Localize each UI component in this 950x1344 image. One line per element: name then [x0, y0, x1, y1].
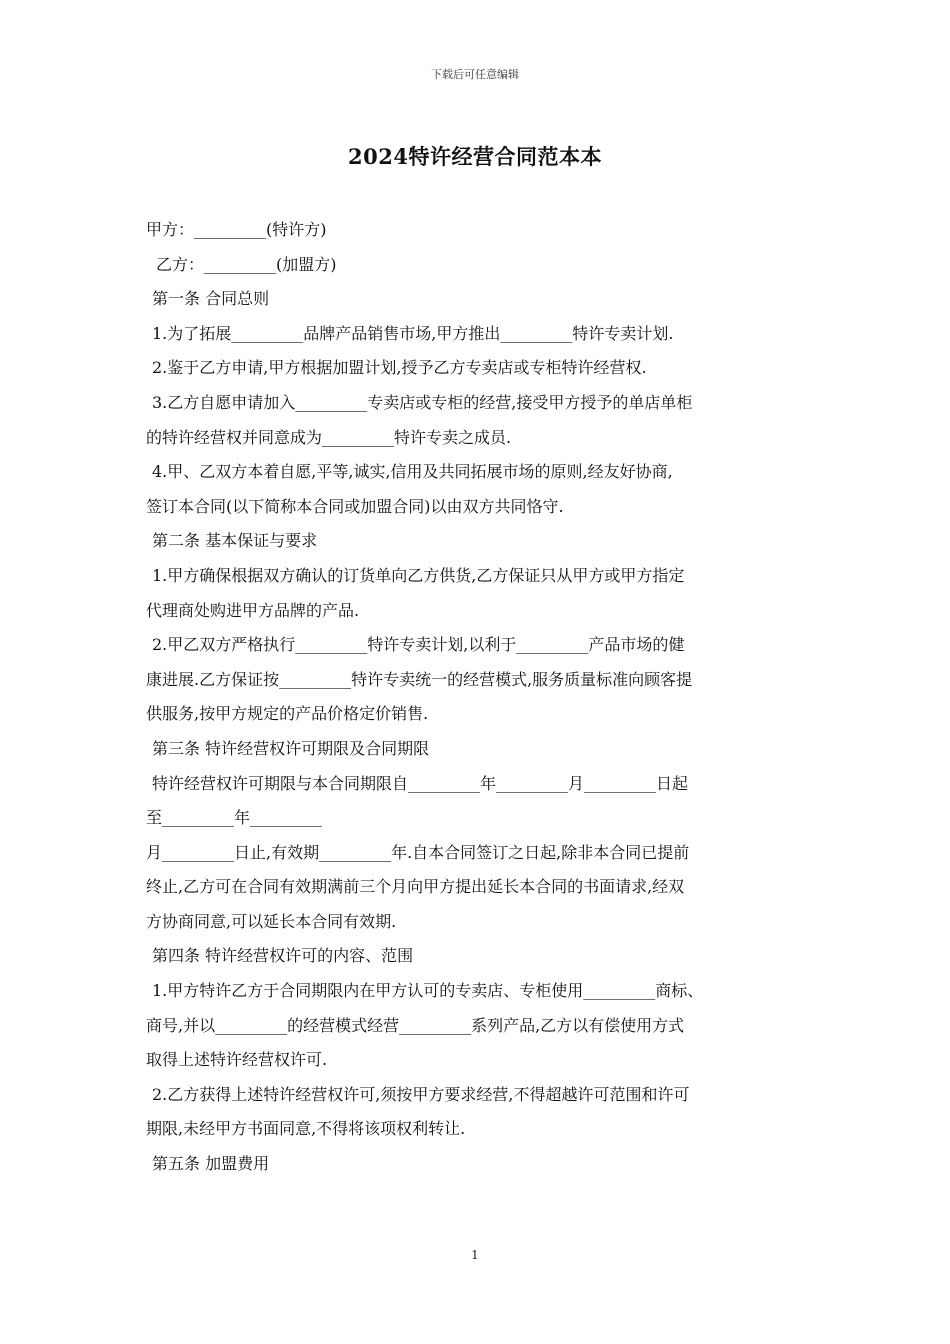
article-heading: 第三条 特许经营权许可期限及合同期限	[152, 738, 430, 758]
text-line: 1.甲方确保根据双方确认的订货单向乙方供货,乙方保证只从甲方或甲方指定	[152, 565, 685, 585]
article-heading: 第五条 加盟费用	[152, 1154, 270, 1174]
document-title: 2024特许经营合同范本本	[348, 144, 602, 169]
article-heading: 第四条 特许经营权许可的内容、范围	[152, 946, 414, 966]
page-number: 1	[471, 1248, 479, 1262]
text-line: 2.鉴于乙方申请,甲方根据加盟计划,授予乙方专卖店或专柜特许经营权.	[152, 358, 647, 378]
text-line: 至_________年_________	[146, 808, 323, 828]
text-line: 商号,并以_________的经营模式经营_________系列产品,乙方以有偿使用方式	[146, 1015, 685, 1035]
text-line: 终止,乙方可在合同有效期满前三个月向甲方提出延长本合同的书面请求,经双	[146, 877, 685, 897]
text-line: 期限,未经甲方书面同意,不得将该项权利转让.	[146, 1119, 466, 1139]
contract-body	[146, 213, 810, 1182]
text-line: 月_________日止,有效期_________年.自本合同签订之日起,除非本合同已提前	[146, 842, 690, 862]
text-line: 取得上述特许经营权许可.	[146, 1050, 328, 1070]
text-line: 2.甲乙双方严格执行_________特许专卖计划,以利于_________产品市场的健	[152, 635, 685, 655]
party-b-line: 乙方：_________(加盟方)	[156, 254, 337, 274]
text-line: 2.乙方获得上述特许经营权许可,须按甲方要求经营,不得超越许可范围和许可	[152, 1084, 690, 1104]
header-note: 下载后可任意编辑	[431, 68, 519, 81]
text-line: 康进展.乙方保证按_________特许专卖统一的经营模式,服务质量标准向顾客提	[146, 669, 693, 689]
text-line: 3.乙方自愿申请加入_________专卖店或专柜的经营,接受甲方授予的单店单柜	[152, 392, 693, 412]
text-line: 1.为了拓展_________品牌产品销售市场,甲方推出_________特许专卖计划.	[152, 323, 674, 343]
text-line: 的特许经营权并同意成为_________特许专卖之成员.	[146, 427, 512, 447]
text-line: 方协商同意,可以延长本合同有效期.	[146, 911, 397, 931]
text-line: 签订本合同(以下简称本合同或加盟合同)以由双方共同恪守.	[146, 496, 564, 516]
text-line: 1.甲方特许乙方于合同期限内在甲方认可的专卖店、专柜使用_________商标、	[152, 981, 704, 1001]
text-line: 4.甲、乙双方本着自愿,平等,诚实,信用及共同拓展市场的原则,经友好协商,	[152, 462, 673, 482]
text-line: 代理商处购进甲方品牌的产品.	[146, 600, 360, 620]
party-a-line: 甲方：_________(特许方)	[146, 220, 327, 239]
article-heading: 第一条 合同总则	[152, 289, 270, 309]
text-line: 特许经营权许可期限与本合同期限自_________年_________月_________日起	[152, 773, 689, 793]
text-line: 供服务,按甲方规定的产品价格定价销售.	[146, 704, 429, 724]
article-heading: 第二条 基本保证与要求	[152, 531, 318, 551]
